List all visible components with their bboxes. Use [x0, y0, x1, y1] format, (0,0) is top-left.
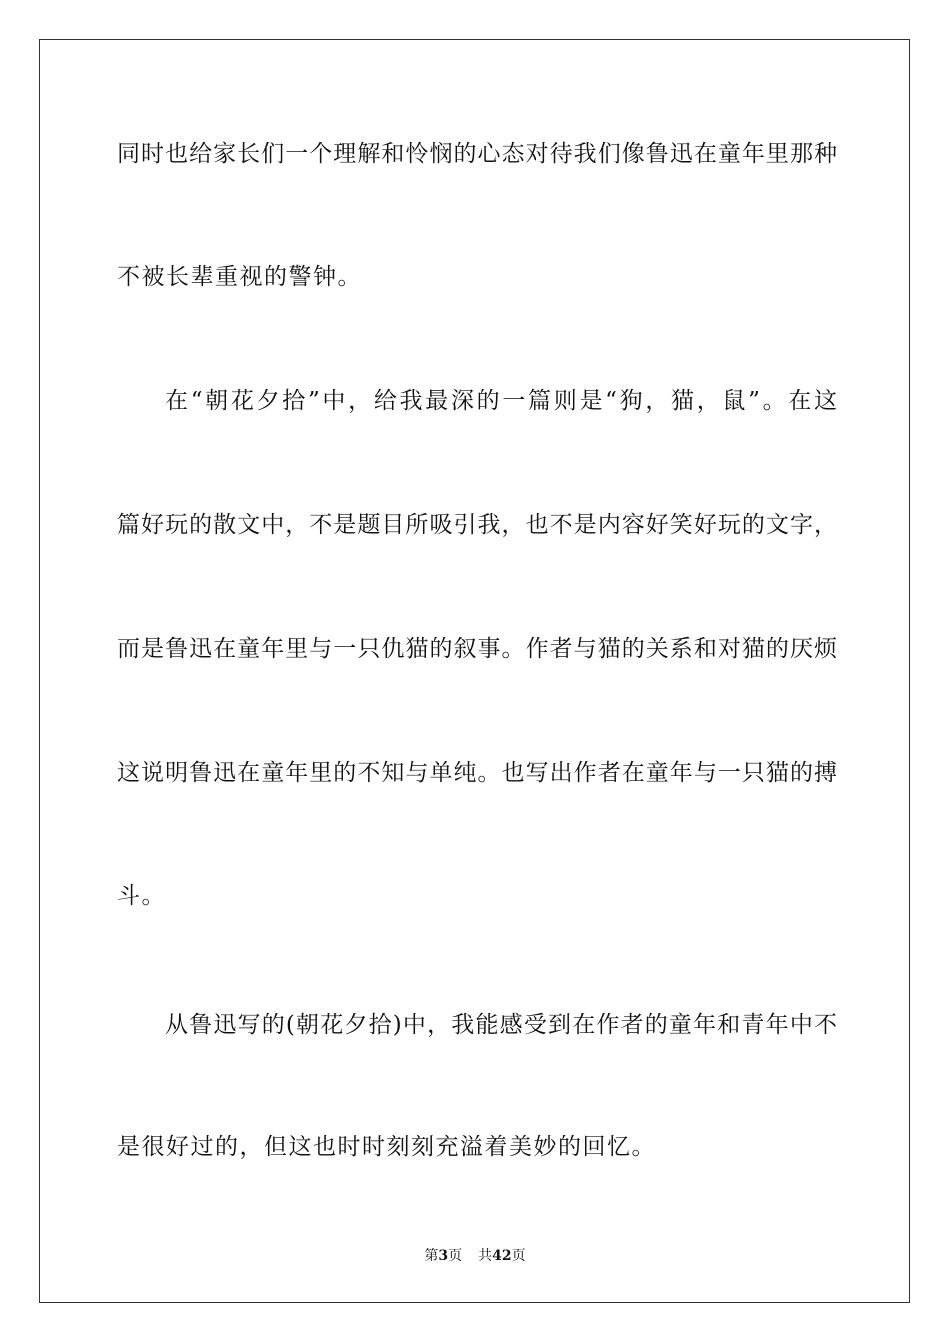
page-footer — [0, 1247, 950, 1265]
page-border — [39, 39, 910, 1303]
total-prefix: 共 — [478, 1248, 493, 1264]
paragraph-line: 不被长辈重视的警钟。 — [117, 264, 362, 290]
paragraph-line: 篇好玩的散文中，不是题目所吸引我，也不是内容好笑好玩的文字， — [117, 512, 837, 538]
page-number: 3 — [438, 1248, 449, 1264]
paragraph-line: 而是鲁迅在童年里与一只仇猫的叙事。作者与猫的关系和对猫的厌烦 — [117, 636, 837, 662]
total-pages: 42 — [492, 1248, 512, 1264]
total-suffix: 页 — [511, 1248, 526, 1264]
paragraph-line: 从鲁迅写的(朝花夕拾)中，我能感受到在作者的童年和青年中不 — [165, 1012, 837, 1038]
page-prefix: 第 — [424, 1248, 439, 1264]
paragraph-line: 斗。 — [117, 883, 166, 909]
paragraph-line: 在“朝花夕拾”中，给我最深的一篇则是“狗，猫，鼠”。在这 — [165, 388, 837, 414]
paragraph-line: 同时也给家长们一个理解和怜悯的心态对待我们像鲁迅在童年里那种 — [117, 141, 837, 167]
paragraph-line: 是很好过的，但这也时时刻刻充溢着美妙的回忆。 — [117, 1134, 656, 1160]
paragraph-line: 这说明鲁迅在童年里的不知与单纯。也写出作者在童年与一只猫的搏 — [117, 760, 837, 786]
page-suffix: 页 — [448, 1248, 463, 1264]
